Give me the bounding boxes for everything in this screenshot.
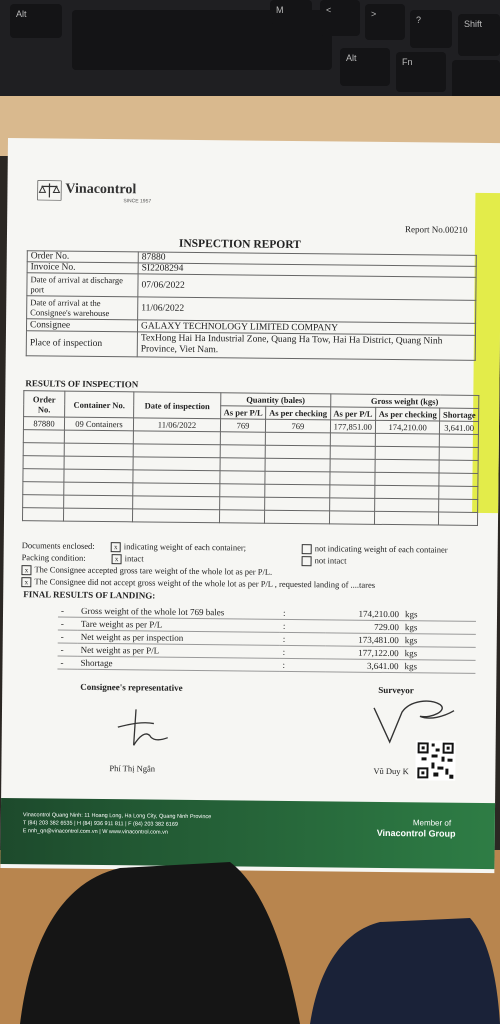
consignee-signature	[114, 705, 175, 756]
checkbox-icon: x	[21, 577, 31, 587]
key-period: >	[365, 4, 405, 40]
inspection-report-sheet	[0, 138, 500, 873]
info-row: Consignee GALAXY TECHNOLOGY LIMITED COMPANY	[26, 319, 475, 336]
scales-icon	[37, 180, 61, 200]
report-number: Report No.00210	[405, 224, 468, 235]
packing-condition-line: Packing condition: x intact	[21, 552, 144, 564]
key-shift: Shift	[458, 14, 500, 56]
results-heading: RESULTS OF INSPECTION	[25, 378, 139, 390]
checkbox-icon: x	[112, 554, 122, 564]
surveyor-label: Surveyor	[378, 684, 414, 696]
table-row: - Net weight as per P/L : 177,122.00 kgs	[58, 643, 476, 660]
surveyor-name: Vũ Duy K	[373, 765, 409, 777]
info-row: Order No. 87880	[27, 251, 476, 267]
report-title: INSPECTION REPORT	[178, 237, 301, 252]
final-results-table	[57, 605, 476, 674]
key-fn: Fn	[396, 52, 446, 92]
order-info-table	[26, 250, 477, 361]
info-row: Invoice No. SI2208294	[27, 262, 476, 278]
footer-email: E nnh_qn@vinacontrol.com.vn | W www.vinacontrol.com.vn	[22, 828, 168, 836]
consignee-accepted-line: x The Consignee accepted gross tare weight of the whole lot as per P/L.	[21, 564, 272, 578]
key-alt-right: Alt	[340, 48, 390, 86]
key-alt-left: Alt	[10, 4, 62, 38]
key-ctrl	[452, 60, 500, 100]
checkbox-icon	[302, 556, 312, 566]
checkbox-icon: x	[21, 565, 31, 575]
table-row: - Shortage : 3,641.00 kgs	[57, 656, 475, 673]
consignee-representative-label: Consignee's representative	[80, 681, 183, 693]
footer-phone: T (84) 203 382 6535 | H (84) 936 911 811 | F (84) 203 382 6169	[22, 820, 178, 828]
member-group-label: Vinacontrol Group	[376, 827, 456, 839]
footer-address: Vinacontrol Quang Ninh: 11 Hoang Long, Ha Long City, Quang Ninh Province	[22, 812, 212, 821]
table-row: - Tare weight as per P/L : 729.00 kgs	[58, 617, 476, 634]
table-row: - Gross weight of the whole lot 769 bales : 174,210.00 kgs	[58, 605, 476, 622]
key-comma: <	[320, 0, 360, 36]
member-of-label: Member of	[412, 818, 452, 828]
info-row: Date of arrival at discharge port 07/06/2022	[27, 273, 476, 301]
brand-since: SINCE 1957	[123, 198, 152, 205]
document-footer	[0, 798, 495, 869]
checkbox-icon: x	[111, 542, 121, 552]
vinacontrol-logo	[37, 180, 152, 205]
table-row: - Net weight as per inspection : 173,481.00 kgs	[58, 630, 476, 647]
table-row: 87880 09 Containers 11/06/2022 769 769 177,851.00 174,210.00 3,641.00	[23, 417, 478, 435]
checkbox-icon	[302, 544, 312, 554]
qr-code-icon	[415, 740, 455, 780]
consignee-name: Phí Thị Ngân	[109, 763, 156, 774]
info-row: Date of arrival at the Consignee's warehouse 11/06/2022	[27, 296, 476, 324]
person-legs	[0, 862, 500, 1024]
consignee-not-accepted-line: x The Consignee did not accept gross weight of the whole lot as per P/L , requested landing of ....tares	[21, 576, 375, 591]
packing-option-not-intact: not intact	[302, 555, 347, 567]
key-m: M	[270, 0, 312, 24]
results-table: Order No. Container No. Date of inspection Quantity (bales) Gross weight (kgs) As per P/L As per checking As per P/L As per checking Shortage 87880 09 Containers 11/06/2022 769 769 177,851.00 174,210.00 3,641.00	[22, 390, 479, 526]
documents-option-not-indicating: not indicating weight of each container	[302, 543, 448, 556]
final-results-heading: FINAL RESULTS OF LANDING:	[23, 589, 156, 601]
key-slash: ?	[410, 10, 452, 48]
brand-name: Vinacontrol	[65, 181, 137, 198]
documents-enclosed-line: Documents enclosed: x indicating weight of each container;	[21, 540, 247, 553]
info-row: Place of inspection TexHong Hai Ha Industrial Zone, Quang Ha Tow, Hai Ha District, Quang Ninh Province, Viet Nam.	[26, 331, 475, 361]
